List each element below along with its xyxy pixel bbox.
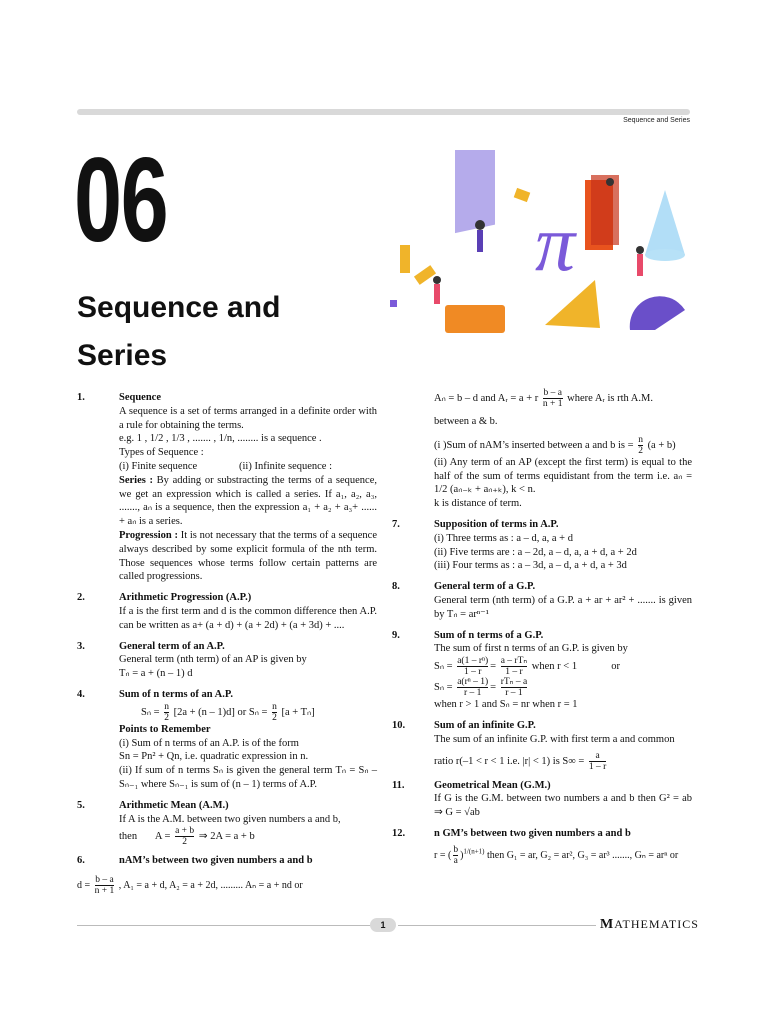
chapter-title: Sequence and Series: [77, 291, 281, 372]
fraction: $\frac{\text{rTₙ – a}}{r - 1}$: [500, 677, 528, 699]
fraction: $\frac{n}{2}$: [272, 701, 277, 723]
fraction: $\frac{b - a}{n + 1}$: [542, 388, 563, 409]
paragraph: The sum of an infinite G.P. with first term a and common: [434, 733, 675, 745]
fraction: $\frac{\text{a(rⁿ – 1)}}{r - 1}$: [457, 677, 489, 699]
section-supposition: [392, 518, 692, 573]
paragraph: (ii) If sum of n terms Sₙ is given the general term Tₙ = Sₙ – Sₙ₋₁ where Sₙ₋₁ is sum of (n – 1) terms of A.P.: [119, 765, 377, 790]
section-heading: Sum of an infinite G.P.: [434, 719, 536, 731]
types-row: [119, 460, 377, 474]
series-text: By adding or substracting the terms of a sequence, we get an expression which is called a series. If a₁, a₂, a₃, ......., aₙ is a sequence, then the expression a₁ + a₂ + a₃+ ...... + aₙ is a series.: [119, 474, 378, 528]
footer-brand: MATHEMATICS: [600, 917, 699, 932]
svg-text:π: π: [535, 200, 576, 288]
right-column: [392, 388, 692, 873]
section-heading: Sum of n terms of a G.P.: [434, 629, 544, 641]
section-number: 2.: [77, 592, 85, 604]
paragraph: when r > 1 and Sₙ = nr when r = 1: [434, 699, 578, 711]
section-heading: Supposition of terms in A.P.: [434, 518, 559, 530]
formula: r = ( $\frac{b}{a}$ )$^{1/(n+1)}$ then G₁ = ar, G₂ = ar², G₃ = ar³ ......., Gₙ = arⁿ or: [434, 844, 679, 866]
paragraph: Sn = Pn² + Qn, i.e. quadratic expression in n.: [119, 751, 309, 763]
progression-label: Progression :: [119, 529, 178, 541]
paragraph: (i) Sum of n terms of an A.P. is of the form: [119, 737, 299, 749]
progression-text: It is not necessary that the terms of a sequence always described by some explicit formula of the nth term. Those sequences whose terms follow certain patterns are called progressions.: [119, 529, 377, 583]
section-heading: Sum of n terms of an A.P.: [119, 688, 233, 700]
math-illustration: [385, 150, 695, 340]
footer-rule: [398, 925, 596, 926]
section-am: [77, 799, 377, 848]
formula: Aₙ = b – d and Aᵣ = a + r $\frac{b - a}{n + 1}$ where Aᵣ is rth A.M.: [434, 388, 653, 409]
formula: ratio r(–1 < r < 1 i.e. |r| < 1) is S∞ = $\frac{a}{1 - r}$: [434, 750, 607, 772]
section-sum-ap: [77, 688, 377, 792]
formula: Sₙ = $\frac{\text{a(1 – rⁿ)}}{1 - r}$ = $\frac{\text{a – rTₙ}}{1 - r}$ when r < 1 or: [434, 656, 620, 678]
list-item: (iii) Four terms as : a – 3d, a – d, a + d, a + 3d: [434, 560, 627, 572]
infinite-sequence: (ii) Infinite sequence :: [239, 460, 333, 472]
section-number: 9.: [392, 629, 400, 641]
fraction: $\frac{\text{a – rTₙ}}{1 - r}$: [500, 656, 528, 678]
fraction: $\frac{\text{a(1 – rⁿ)}}{1 - r}$: [457, 656, 489, 678]
section-heading: General term of an A.P.: [119, 640, 225, 652]
formula: (i )Sum of nAM’s inserted between a and b is = $\frac{n}{2}$ (a + b): [434, 434, 676, 456]
section-heading: Arithmetic Progression (A.P.): [119, 592, 252, 604]
section-sum-gp: [392, 629, 692, 712]
section-number: 11.: [392, 779, 405, 791]
paragraph: [119, 474, 377, 529]
paragraph: If A is the A.M. between two given numbers a and b,: [119, 813, 341, 825]
section-number: 8.: [392, 581, 400, 593]
section-general-term-gp: [392, 580, 692, 621]
section-general-term-ap: [77, 640, 377, 681]
section-infinite-gp: [392, 719, 692, 772]
fraction: $\frac{n}{2}$: [164, 701, 169, 723]
paragraph: [119, 529, 377, 584]
points-to-remember: Points to Remember: [119, 723, 211, 735]
list-item: (ii) Five terms are : a – 2d, a – d, a, a + d, a + 2d: [434, 546, 637, 558]
section-nam: [77, 854, 377, 868]
header-bar: [77, 109, 690, 115]
paragraph: If a is the first term and d is the common difference then A.P. can be written as a+ (a + d) + (a + 2d) + (a + 3d) + ....: [119, 605, 377, 631]
section-nam-continued: [392, 388, 692, 511]
section-number: 4.: [77, 688, 85, 700]
section-gm: [392, 779, 692, 820]
formula: Sₙ = $\frac{\text{a(rⁿ – 1)}}{r - 1}$ = $\frac{\text{rTₙ – a}}{r - 1}$: [434, 677, 528, 699]
paragraph: k is distance of term.: [434, 498, 522, 510]
paragraph: between a & b.: [434, 416, 498, 427]
fraction: $\frac{b - a}{n + 1}$: [94, 875, 115, 897]
section-number: 7.: [392, 518, 400, 530]
running-header: Sequence and Series: [623, 117, 690, 124]
section-number: 12.: [392, 827, 406, 839]
section-heading: nAM’s between two given numbers a and b: [119, 855, 313, 867]
footer-rule: [77, 925, 377, 926]
section-heading: Arithmetic Mean (A.M.): [119, 799, 229, 811]
formula: Tₙ = a + (n – 1) d: [119, 668, 193, 680]
paragraph: The sum of first n terms of an G.P. is given by: [434, 643, 628, 655]
paragraph: General term (nth term) of a G.P. a + ar + ar² + ....... is given by Tₙ = arⁿ⁻¹: [434, 594, 692, 620]
series-label: Series :: [119, 474, 153, 486]
left-column: [77, 391, 377, 896]
paragraph: If G is the G.M. between two numbers a and b then G² = ab ⇒ G = √ab: [434, 793, 692, 819]
section-heading: n GM’s between two given numbers a and b: [434, 827, 631, 839]
fraction: $\frac{n}{2}$: [638, 434, 643, 456]
fraction: $\frac{a}{1 - r}$: [588, 750, 607, 772]
section-number: 1.: [77, 392, 85, 403]
fraction: $\frac{b}{a}$: [453, 844, 459, 866]
section-number: 10.: [392, 719, 406, 731]
section-ap: [77, 591, 377, 632]
finite-sequence: (i) Finite sequence: [119, 460, 198, 472]
section-sequence: [77, 391, 377, 584]
section-number: 3.: [77, 640, 85, 652]
paragraph: Types of Sequence :: [119, 447, 204, 459]
list-item: (i) Three terms as : a – d, a, a + d: [434, 532, 573, 544]
formula: d = $\frac{b - a}{n + 1}$ , A₁ = a + d, A₂ = a + 2d, ......... Aₙ = a + nd or: [77, 875, 303, 897]
paragraph: General term (nth term) of an AP is given by: [119, 654, 307, 666]
section-number: 6.: [77, 855, 85, 867]
section-heading: Geometrical Mean (G.M.): [434, 779, 551, 791]
section-heading: Sequence: [119, 392, 161, 403]
section-ngm: [392, 827, 692, 866]
formula: then A = $\frac{a + b}{2}$ ⇒ 2A = a + b: [119, 826, 255, 848]
section-number: 5.: [77, 799, 85, 811]
chapter-number: 06: [74, 133, 168, 267]
section-heading: General term of a G.P.: [434, 581, 536, 593]
formula: Sₙ = $\frac{n}{2}$ [2a + (n – 1)d] or Sₙ = $\frac{n}{2}$ [a + Tₙ]: [141, 701, 315, 723]
paragraph: (ii) Any term of an AP (except the first term) is equal to the half of the sum of terms equidistant from the term i.e. aₙ = 1/2 (aₙ₋ₖ + aₙ₊ₖ), k < n.: [434, 456, 692, 496]
fraction: $\frac{a + b}{2}$: [175, 826, 195, 848]
page-number: 1: [370, 918, 396, 932]
paragraph: A sequence is a set of terms arranged in a definite order with a rule for obtaining the terms.: [119, 405, 377, 431]
paragraph: e.g. 1 , 1/2 , 1/3 , ....... , 1/n, ........ is a sequence .: [119, 433, 322, 445]
